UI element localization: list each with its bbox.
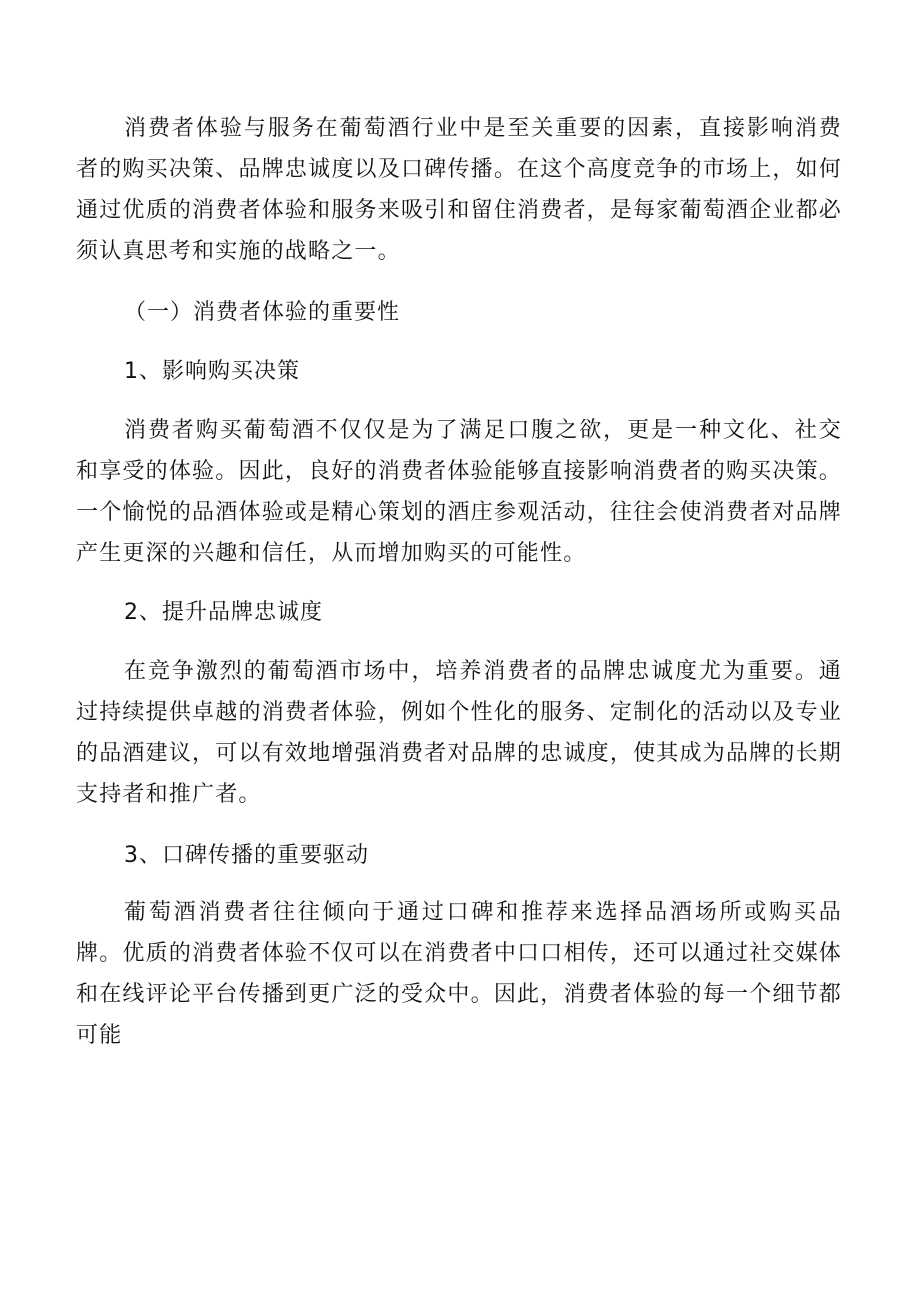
subheading-brand-loyalty: 2、提升品牌忠诚度 xyxy=(124,600,323,625)
subheading-purchase-decision: 1、影响购买决策 xyxy=(124,359,300,384)
section-heading-consumer-experience-importance: （一）消费者体验的重要性 xyxy=(124,300,401,325)
document-body xyxy=(76,108,842,1056)
word-of-mouth-paragraph: 葡萄酒消费者往往倾向于通过口碑和推荐来选择品酒场所或购买品牌。优质的消费者体验不仅可以在消费者中口口相传，还可以通过社交媒体和在线评论平台传播到更广泛的受众中。因此，消费者体验的每一个细节都可能 xyxy=(76,900,842,1048)
intro-paragraph: 消费者体验与服务在葡萄酒行业中是至关重要的因素，直接影响消费者的购买决策、品牌忠诚度以及口碑传播。在这个高度竞争的市场上，如何通过优质的消费者体验和服务来吸引和留住消费者，是每家葡萄酒企业都必须认真思考和实施的战略之一。 xyxy=(76,116,842,264)
brand-loyalty-paragraph: 在竞争激烈的葡萄酒市场中，培养消费者的品牌忠诚度尤为重要。通过持续提供卓越的消费者体验，例如个性化的服务、定制化的活动以及专业的品酒建议，可以有效地增强消费者对品牌的忠诚度，使其成为品牌的长期支持者和推广者。 xyxy=(76,659,842,807)
subheading-word-of-mouth: 3、口碑传播的重要驱动 xyxy=(124,843,369,868)
purchase-decision-paragraph: 消费者购买葡萄酒不仅仅是为了满足口腹之欲，更是一种文化、社交和享受的体验。因此，良好的消费者体验能够直接影响消费者的购买决策。一个愉悦的品酒体验或是精心策划的酒庄参观活动，往往会使消费者对品牌产生更深的兴趣和信任，从而增加购买的可能性。 xyxy=(76,418,842,566)
